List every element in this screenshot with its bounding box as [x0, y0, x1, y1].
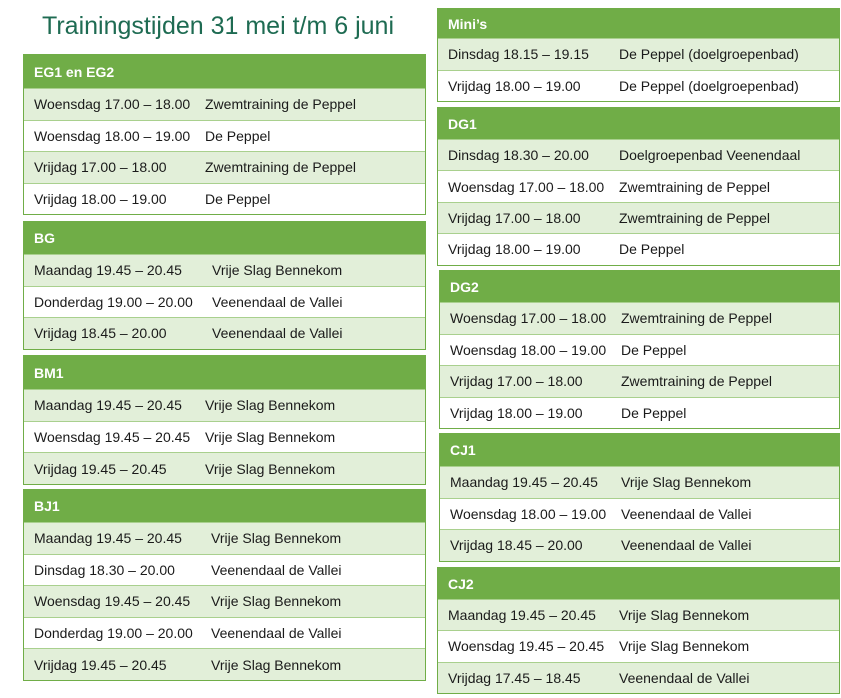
- schedule-row: [438, 38, 839, 70]
- schedule-row: [24, 421, 425, 453]
- training-time: Maandag 19.45 – 20.45: [34, 530, 182, 547]
- schedule-row: [438, 599, 839, 630]
- schedule-row: [24, 585, 425, 617]
- schedule-row: [438, 139, 839, 170]
- group-name: DG1: [438, 108, 839, 139]
- training-location: Veenendaal de Vallei: [621, 537, 752, 554]
- schedule-row: [24, 88, 425, 120]
- group-name: EG1 en EG2: [24, 55, 425, 88]
- training-location: De Peppel: [619, 241, 685, 258]
- schedule-row: [438, 70, 839, 102]
- schedule-row: [440, 365, 839, 397]
- training-time: Woensdag 17.00 – 18.00: [448, 178, 605, 195]
- training-time: Donderdag 19.00 – 20.00: [34, 625, 193, 642]
- schedule-row: [438, 662, 839, 693]
- training-location: Vrije Slag Bennekom: [211, 656, 342, 673]
- schedule-block: [439, 433, 840, 562]
- training-time: Vrijdag 19.45 – 20.45: [34, 460, 167, 477]
- group-name: BJ1: [24, 490, 425, 522]
- group-name: BG: [24, 222, 425, 254]
- schedule-row: [438, 630, 839, 661]
- schedule-row: [440, 397, 839, 429]
- training-location: Veenendaal de Vallei: [621, 505, 752, 522]
- schedule-row: [440, 466, 839, 498]
- training-location: De Peppel (doelgroepenbad): [619, 77, 799, 94]
- training-location: De Peppel: [205, 190, 271, 207]
- training-location: Zwemtraining de Peppel: [619, 178, 770, 195]
- group-name: CJ2: [438, 568, 839, 599]
- training-time: Maandag 19.45 – 20.45: [448, 607, 596, 624]
- training-time: Vrijdag 17.45 – 18.45: [448, 669, 581, 686]
- training-location: Zwemtraining de Peppel: [619, 209, 770, 226]
- training-time: Vrijdag 17.00 – 18.00: [34, 159, 167, 176]
- training-time: Maandag 19.45 – 20.45: [34, 397, 182, 414]
- schedule-row: [438, 233, 839, 264]
- schedule-block: [437, 8, 840, 102]
- schedule-row: [24, 286, 425, 318]
- training-location: Vrije Slag Bennekom: [211, 530, 342, 547]
- group-name: CJ1: [440, 434, 839, 466]
- training-time: Vrijdag 18.00 – 19.00: [448, 77, 581, 94]
- training-time: Vrijdag 17.00 – 18.00: [448, 209, 581, 226]
- training-location: Veenendaal de Vallei: [211, 561, 342, 578]
- schedule-row: [440, 529, 839, 561]
- training-time: Vrijdag 18.45 – 20.00: [450, 537, 583, 554]
- training-location: Vrije Slag Bennekom: [205, 429, 336, 446]
- schedule-block: [23, 54, 426, 215]
- training-time: Woensdag 19.45 – 20.45: [34, 593, 191, 610]
- training-time: Vrijdag 18.00 – 19.00: [448, 241, 581, 258]
- training-time: Vrijdag 18.45 – 20.00: [34, 325, 167, 342]
- schedule-block: [439, 270, 840, 429]
- training-location: Zwemtraining de Peppel: [621, 310, 772, 327]
- training-location: Veenendaal de Vallei: [211, 625, 342, 642]
- training-time: Woensdag 18.00 – 19.00: [450, 505, 607, 522]
- group-name: BM1: [24, 356, 425, 389]
- schedule-block: [23, 355, 426, 485]
- training-location: De Peppel: [205, 127, 271, 144]
- schedule-row: [24, 254, 425, 286]
- schedule-row: [24, 120, 425, 152]
- schedule-row: [24, 151, 425, 183]
- training-location: Vrije Slag Bennekom: [212, 262, 343, 279]
- training-location: De Peppel: [621, 341, 687, 358]
- training-location: Zwemtraining de Peppel: [205, 96, 356, 113]
- training-location: Veenendaal de Vallei: [212, 293, 343, 310]
- schedule-block: [23, 221, 426, 350]
- schedule-row: [440, 334, 839, 366]
- training-time: Vrijdag 18.00 – 19.00: [450, 404, 583, 421]
- training-time: Woensdag 17.00 – 18.00: [34, 96, 191, 113]
- schedule-block: [437, 107, 840, 266]
- training-time: Woensdag 19.45 – 20.45: [34, 429, 191, 446]
- schedule-row: [24, 617, 425, 649]
- group-name: Mini’s: [438, 9, 839, 38]
- training-time: Vrijdag 18.00 – 19.00: [34, 190, 167, 207]
- training-location: Vrije Slag Bennekom: [205, 397, 336, 414]
- schedule-row: [24, 317, 425, 349]
- schedule-row: [438, 170, 839, 201]
- schedule-block: [437, 567, 840, 694]
- schedule-row: [24, 183, 425, 215]
- training-location: Veenendaal de Vallei: [212, 325, 343, 342]
- training-location: Vrije Slag Bennekom: [619, 638, 750, 655]
- training-location: De Peppel (doelgroepenbad): [619, 46, 799, 63]
- training-time: Woensdag 19.45 – 20.45: [448, 638, 605, 655]
- schedule-row: [24, 522, 425, 554]
- training-time: Maandag 19.45 – 20.45: [450, 474, 598, 491]
- schedule-row: [24, 452, 425, 484]
- schedule-row: [24, 554, 425, 586]
- training-time: Woensdag 18.00 – 19.00: [450, 341, 607, 358]
- group-name: DG2: [440, 271, 839, 302]
- schedule-row: [440, 498, 839, 530]
- training-time: Dinsdag 18.30 – 20.00: [34, 561, 175, 578]
- training-time: Maandag 19.45 – 20.45: [34, 262, 182, 279]
- training-location: Veenendaal de Vallei: [619, 669, 750, 686]
- training-location: Doelgroepenbad Veenendaal: [619, 147, 801, 164]
- training-location: Vrije Slag Bennekom: [619, 607, 750, 624]
- training-time: Woensdag 17.00 – 18.00: [450, 310, 607, 327]
- training-time: Dinsdag 18.15 – 19.15: [448, 46, 589, 63]
- training-time: Dinsdag 18.30 – 20.00: [448, 147, 589, 164]
- training-location: Vrije Slag Bennekom: [211, 593, 342, 610]
- training-location: Vrije Slag Bennekom: [621, 474, 752, 491]
- schedule-row: [440, 302, 839, 334]
- training-time: Donderdag 19.00 – 20.00: [34, 293, 193, 310]
- schedule-row: [24, 648, 425, 680]
- training-time: Woensdag 18.00 – 19.00: [34, 127, 191, 144]
- training-time: Vrijdag 19.45 – 20.45: [34, 656, 167, 673]
- training-location: Vrije Slag Bennekom: [205, 460, 336, 477]
- training-location: Zwemtraining de Peppel: [621, 373, 772, 390]
- training-location: Zwemtraining de Peppel: [205, 159, 356, 176]
- training-location: De Peppel: [621, 404, 687, 421]
- page-title: Trainingstijden 31 mei t/m 6 juni: [42, 12, 395, 40]
- schedule-block: [23, 489, 426, 681]
- training-time: Vrijdag 17.00 – 18.00: [450, 373, 583, 390]
- schedule-row: [438, 202, 839, 233]
- schedule-row: [24, 389, 425, 421]
